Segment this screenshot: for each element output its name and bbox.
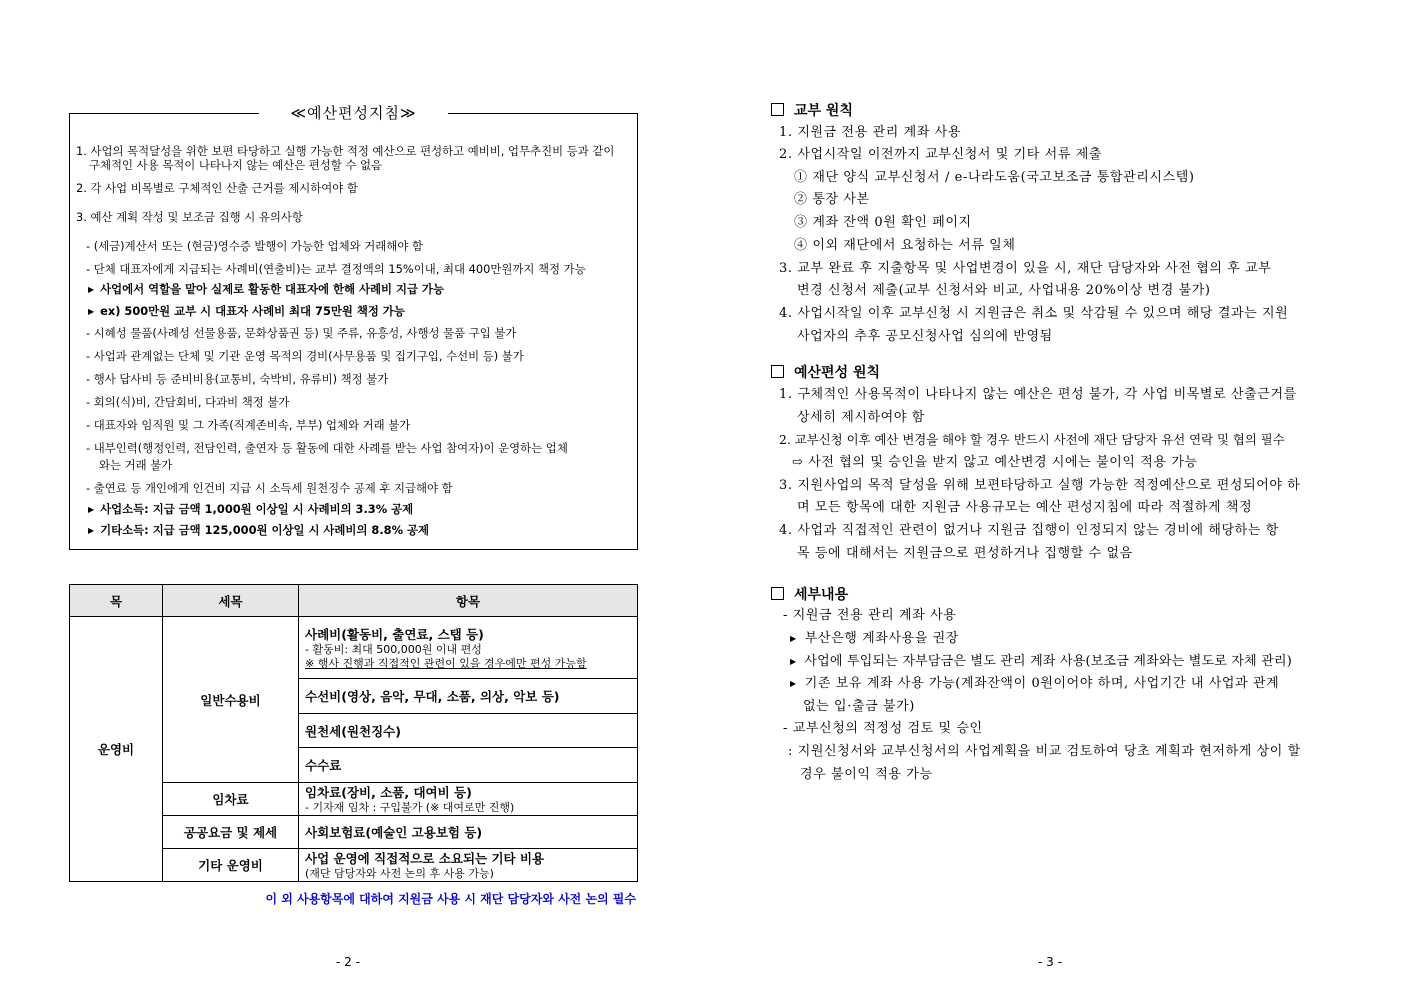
triangle-bullet-icon: ▶ — [88, 307, 95, 316]
body-line: 2. 사업시작일 이전까지 교부신청서 및 기타 서류 제출 — [779, 147, 1103, 162]
item-title: 사업 운영에 직접적으로 소요되는 기타 비용 — [305, 851, 545, 866]
item-sub: (재단 담당자와 사전 논의 후 사용 가능) — [305, 867, 494, 880]
header-item: 항목 — [299, 585, 638, 617]
section-heading — [771, 100, 853, 120]
triangle-bullet-icon: ▶ — [790, 634, 797, 643]
guideline-line: 2. 각 사업 비목별로 구체적인 산출 근거를 제시하여야 함 — [76, 181, 358, 195]
body-line: 3. 지원사업의 목적 달성을 위해 보편타당하고 실행 가능한 적정예산으로 편성되어야 하 — [779, 478, 1301, 493]
semok-cell: 공공요금 및 제세 — [163, 816, 299, 849]
item-cell — [299, 679, 638, 714]
guideline-line: 구체적인 사용 목적이 나타나지 않는 예산은 편성할 수 없음 — [89, 158, 383, 172]
body-line-text: 부산은행 계좌사용을 권장 — [804, 631, 959, 646]
body-line: ② 통장 사본 — [794, 192, 870, 207]
item-title: 수수료 — [305, 758, 342, 773]
guideline-line-text: 사업에서 역할을 맡아 실제로 활동한 대표자에 한해 사례비 지급 가능 — [100, 282, 444, 296]
right-page — [702, 0, 1403, 992]
guideline-line-bold — [88, 523, 429, 538]
guideline-line: - (세금)계산서 또는 (현금)영수증 발행이 가능한 업체와 거래해야 함 — [86, 239, 423, 253]
triangle-bullet-icon: ▶ — [88, 505, 95, 514]
item-cell — [299, 783, 638, 816]
guideline-line-bold — [88, 304, 405, 319]
body-line: 목 등에 대해서는 지원금으로 편성하거나 집행할 수 없음 — [797, 546, 1133, 561]
body-line: 4. 사업과 직접적인 관련이 없거나 지원금 집행이 인정되지 않는 경비에 해당하는 항 — [779, 523, 1279, 538]
mok-cell: 운영비 — [70, 617, 163, 882]
item-title: 수선비(영상, 음악, 무대, 소품, 의상, 악보 등) — [305, 689, 560, 704]
body-line: 변경 신청서 제출(교부 신청서와 비교, 사업내용 20%이상 변경 불가) — [797, 283, 1211, 298]
header-semok: 세목 — [163, 585, 299, 617]
guideline-line: - 행사 답사비 등 준비비용(교통비, 숙박비, 유류비) 책정 불가 — [86, 372, 389, 386]
body-line: 사업자의 추후 공모신청사업 심의에 반영됨 — [797, 329, 1053, 344]
item-cell — [299, 849, 638, 882]
left-page — [0, 0, 701, 992]
body-line — [790, 654, 1292, 670]
guideline-line-text: 기타소득: 지급 금액 125,000원 이상일 시 사례비의 8.8% 공제 — [100, 523, 429, 537]
triangle-bullet-icon: ▶ — [88, 526, 95, 535]
body-line: 3. 교부 완료 후 지출항목 및 사업변경이 있을 시, 재단 담당자와 사전 협의 후 교부 — [779, 261, 1272, 276]
item-title: 원천세(원천징수) — [305, 723, 401, 739]
item-title: 사회보험료(예술인 고용보험 등) — [305, 825, 483, 840]
guideline-title: ≪예산편성지침≫ — [290, 104, 417, 122]
triangle-bullet-icon: ▶ — [790, 657, 797, 666]
triangle-bullet-icon: ▶ — [88, 285, 95, 294]
body-line-text: 기존 보유 계좌 사용 가능(계좌잔액이 0원이어야 하며, 사업기간 내 사업과 관계 — [804, 676, 1280, 691]
guideline-line: 와는 거래 불가 — [99, 458, 173, 472]
item-cell — [299, 816, 638, 849]
guideline-line: - 내부인력(행정인력, 전담인력, 출연자 등 활동에 대한 사례를 받는 사업 참여자)이 운영하는 업체 — [86, 441, 568, 455]
semok-cell: 기타 운영비 — [163, 849, 299, 882]
header-mok: 목 — [70, 585, 163, 617]
guideline-line-bold — [88, 282, 444, 297]
section-heading-text: 세부내용 — [794, 587, 849, 603]
body-line: 며 모든 항목에 대한 지원금 사용규모는 예산 편성지침에 따라 적절하게 책정 — [797, 500, 1253, 515]
guideline-line: 1. 사업의 목적달성을 위한 보편 타당하고 실행 가능한 적정 예산으로 편성하고 예비비, 업무추진비 등과 같이 — [76, 144, 615, 158]
body-line: 2. 교부신청 이후 예산 변경을 해야 할 경우 반드시 사전에 재단 담당자 유선 연락 및 협의 필수 — [779, 432, 1285, 447]
item-cell — [299, 748, 638, 783]
item-cell — [299, 714, 638, 748]
body-line: ⇨ 사전 협의 및 승인을 받지 않고 예산변경 시에는 불이익 적용 가능 — [792, 455, 1198, 470]
body-line: 없는 입·출금 불가) — [803, 699, 915, 714]
guideline-line: - 대표자와 임직원 및 그 가족(직계존비속, 부부) 업체와 거래 불가 — [86, 418, 411, 432]
body-line: 4. 사업시작일 이후 교부신청 시 지원금은 취소 및 삭감될 수 있으며 해당 결과는 지원 — [779, 306, 1289, 321]
body-line: ④ 이외 재단에서 요청하는 서류 일체 — [794, 238, 1016, 253]
body-line: ① 재단 양식 교부신청서 / e-나라도움(국고보조금 통합관리시스템) — [794, 170, 1195, 185]
body-line: 1. 지원금 전용 관리 계좌 사용 — [779, 125, 962, 140]
body-line: - 교부신청의 적정성 검토 및 승인 — [783, 721, 983, 736]
table-row — [70, 617, 638, 679]
guideline-line: - 시혜성 물품(사례성 선물용품, 문화상품권 등) 및 주류, 유흥성, 사행성 물품 구입 불가 — [86, 326, 517, 340]
semok-cell: 일반수용비 — [163, 617, 299, 783]
section-heading — [771, 362, 880, 382]
guideline-line: 3. 예산 계획 작성 및 보조금 집행 시 유의사항 — [76, 210, 303, 224]
body-line: - 지원금 전용 관리 계좌 사용 — [783, 608, 957, 623]
guideline-line: - 단체 대표자에게 지급되는 사례비(연출비)는 교부 결정액의 15%이내, 최대 400만원까지 책정 가능 — [86, 262, 586, 276]
page-number: - 2 - — [336, 955, 360, 969]
budget-table — [69, 584, 638, 882]
checkbox-square-icon — [771, 365, 784, 378]
body-line: 경우 불이익 적용 가능 — [800, 767, 933, 782]
checkbox-square-icon — [771, 587, 784, 600]
section-heading — [771, 584, 848, 604]
section-heading-text: 교부 원칙 — [794, 103, 853, 119]
body-line: : 지원신청서와 교부신청서의 사업계획을 비교 검토하여 당초 계획과 현저하게 상이 할 — [788, 744, 1301, 759]
section-heading-text: 예산편성 원칙 — [794, 365, 881, 381]
item-sub: - 기자재 임차 : 구입불가 (※ 대여로만 진행) — [305, 801, 515, 814]
body-line-text: 사업에 투입되는 자부담금은 별도 관리 계좌 사용(보조금 계좌와는 별도로 자체 관리) — [804, 654, 1292, 669]
item-title: 사례비(활동비, 출연료, 스탭 등) — [305, 626, 484, 642]
guideline-line: - 회의(식)비, 간담회비, 다과비 책정 불가 — [86, 395, 290, 409]
body-line: 상세히 제시하여야 함 — [797, 410, 925, 425]
table-header-row — [70, 585, 638, 617]
triangle-bullet-icon: ▶ — [790, 679, 797, 688]
item-cell — [299, 617, 638, 679]
body-line — [790, 631, 959, 647]
body-line: 1. 구체적인 사용목적이 나타나지 않는 예산은 편성 불가, 각 사업 비목별로 산출근거를 — [779, 387, 1297, 402]
guideline-line-bold — [88, 502, 413, 517]
table-note: 이 외 사용항목에 대하여 지원금 사용 시 재단 담당자와 사전 논의 필수 — [265, 892, 636, 906]
checkbox-square-icon — [771, 103, 784, 116]
guideline-line: - 사업과 관계없는 단체 및 기관 운영 목적의 경비(사무용품 및 집기구입, 수선비 등) 불가 — [86, 349, 524, 363]
semok-cell: 임차료 — [163, 783, 299, 816]
page-number: - 3 - — [1038, 955, 1062, 969]
guideline-line-text: 사업소득: 지급 금액 1,000원 이상일 시 사례비의 3.3% 공제 — [100, 502, 414, 516]
body-line: ③ 계좌 잔액 0원 확인 페이지 — [794, 215, 972, 230]
guideline-line: - 출연료 등 개인에게 인건비 지급 시 소득세 원천징수 공제 후 지급해야 함 — [86, 481, 453, 495]
body-line — [790, 676, 1279, 692]
item-title: 임차료(장비, 소품, 대여비 등) — [305, 785, 472, 800]
item-sub: - 활동비: 최대 500,000원 이내 편성 — [305, 642, 482, 656]
item-sub-underlined: ※ 행사 진행과 직접적인 관련이 있을 경우에만 편성 가능함 — [305, 656, 587, 670]
guideline-line-text: ex) 500만원 교부 시 대표자 사례비 최대 75만원 책정 가능 — [100, 304, 405, 318]
